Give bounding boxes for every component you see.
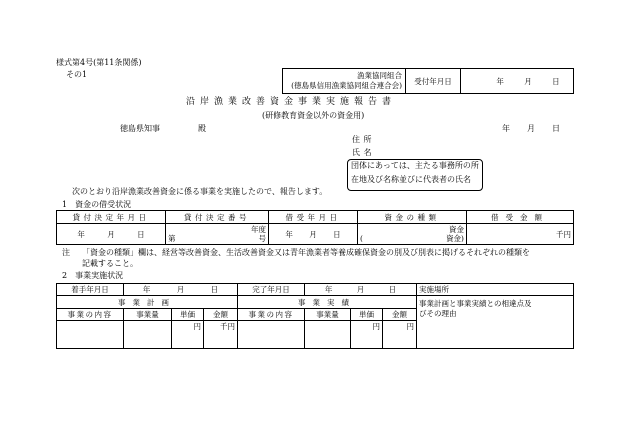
plan-amount-header: 金額 — [204, 309, 238, 321]
group-note-line1: 団体にあっては、主たる事務所の所 — [351, 161, 479, 170]
note-line1: 「資金の種類」欄は、経営等改善資金、生活改善資金又は青年漁業者等養成確保資金の別及び別表に掲げるそれぞれの種類を — [82, 248, 530, 257]
number-prefix-label: 第 — [168, 234, 176, 243]
plan-amount-cell[interactable] — [204, 321, 238, 349]
fiscal-year-label: 年度 — [251, 225, 266, 234]
month-label: 月 — [356, 285, 365, 294]
day-label: 日 — [333, 229, 341, 239]
month-label: 月 — [524, 76, 532, 86]
year-label: 年 — [324, 285, 333, 294]
report-date-day[interactable]: 日 — [552, 124, 560, 133]
borrow-amount-cell[interactable] — [467, 224, 574, 245]
result-quantity-header: 事業量 — [305, 309, 351, 321]
day-label: 日 — [552, 76, 560, 86]
difference-header-line1: 事業計画と事業実績との相違点及 — [419, 299, 532, 308]
group-note-line2: 在地及び名称並びに代表者の氏名 — [351, 175, 471, 184]
section2-title: 2 事業実施状況 — [62, 271, 124, 280]
borrow-date-cell[interactable] — [269, 224, 358, 245]
month-label: 月 — [107, 229, 115, 239]
report-date-month[interactable]: 月 — [527, 124, 535, 133]
implementation-place-label: 実施場所 — [419, 285, 450, 294]
loan-status-table — [56, 210, 574, 245]
result-unit-price-cell[interactable] — [351, 321, 383, 349]
finish-date-label: 完了年月日 — [238, 284, 305, 296]
result-unit-price-header: 単価 — [351, 309, 383, 321]
result-content-cell[interactable] — [238, 321, 305, 349]
implementation-place-cell[interactable] — [417, 284, 574, 296]
year-label: 年 — [142, 285, 151, 294]
yen-unit: 円 — [372, 322, 381, 331]
federation-name-label: (徳島県信用漁業協同組合連合会) — [291, 81, 402, 90]
intro-statement: 次のとおり沿岸漁業改善資金に係る事業を実施したので、報告します。 — [72, 187, 328, 196]
difference-reason-cell[interactable] — [417, 296, 574, 349]
month-label: 月 — [176, 285, 185, 294]
day-label: 日 — [210, 285, 219, 294]
cooperative-name-label: 漁業協同組合 — [357, 71, 402, 80]
paren-close-fund: 資金) — [446, 234, 464, 243]
cooperative-cell — [283, 69, 406, 94]
report-date-year[interactable]: 年 — [502, 124, 510, 133]
year-label: 年 — [77, 229, 85, 239]
day-label: 日 — [388, 285, 397, 294]
receipt-box — [282, 68, 574, 94]
year-label: 年 — [285, 229, 293, 239]
yen-unit: 円 — [406, 322, 415, 331]
year-label: 年 — [496, 76, 504, 86]
fund-type-cell[interactable] — [358, 224, 467, 245]
result-content-header: 事業の内容 — [238, 309, 305, 321]
result-amount-header: 金額 — [383, 309, 417, 321]
report-title: 沿岸漁業改善資金事業実施報告書 — [186, 97, 397, 107]
form-sub-number: その1 — [66, 70, 88, 79]
note-label: 注 — [62, 248, 70, 257]
section1-title: 1 資金の借受状況 — [62, 200, 132, 209]
name-label: 氏名 — [352, 148, 375, 157]
plan-content-header: 事業の内容 — [57, 309, 124, 321]
header-loan-decision-date: 貸付決定年月日 — [57, 211, 166, 224]
number-suffix-label: 号 — [258, 234, 266, 243]
month-label: 月 — [309, 229, 317, 239]
header-fund-type: 資金の種類 — [358, 211, 467, 224]
plan-unit-price-header: 単価 — [172, 309, 204, 321]
plan-header: 事業計画 — [57, 296, 238, 309]
amount-unit: 千円 — [556, 229, 571, 239]
header-loan-decision-number: 貸付決定番号 — [166, 211, 269, 224]
plan-unit-price-cell[interactable] — [172, 321, 204, 349]
result-amount-cell[interactable] — [383, 321, 417, 349]
loan-decision-date-cell[interactable] — [57, 224, 166, 245]
result-header: 事業実績 — [238, 296, 417, 309]
received-date-value[interactable] — [461, 69, 574, 94]
address-label: 住所 — [352, 135, 375, 144]
addressee-governor: 徳島県知事 — [120, 124, 160, 133]
thousand-yen-unit: 千円 — [220, 322, 236, 331]
plan-quantity-cell[interactable] — [124, 321, 172, 349]
implementation-table — [56, 283, 574, 349]
difference-header-line2: びその理由 — [419, 309, 457, 318]
report-subtitle: (研修教育資金以外の資金用) — [262, 111, 365, 120]
loan-decision-number-cell[interactable] — [166, 224, 269, 245]
start-date-label: 着手年月日 — [57, 284, 124, 296]
paren-open: ( — [360, 234, 363, 243]
start-date-value[interactable] — [124, 284, 238, 296]
form-number: 様式第4号(第11条関係) — [56, 58, 142, 67]
note-line2: 記載すること。 — [82, 259, 138, 268]
yen-unit: 円 — [193, 322, 201, 331]
fund-label: 資金 — [449, 225, 464, 234]
addressee-honorific: 殿 — [198, 124, 206, 133]
header-borrow-amount: 借受金額 — [467, 211, 574, 224]
received-date-label: 受付年月日 — [406, 69, 461, 94]
finish-date-value[interactable] — [305, 284, 417, 296]
plan-quantity-header: 事業量 — [124, 309, 172, 321]
header-borrow-date: 借受年月日 — [269, 211, 358, 224]
plan-content-cell[interactable] — [57, 321, 124, 349]
result-quantity-cell[interactable] — [305, 321, 351, 349]
day-label: 日 — [137, 229, 145, 239]
